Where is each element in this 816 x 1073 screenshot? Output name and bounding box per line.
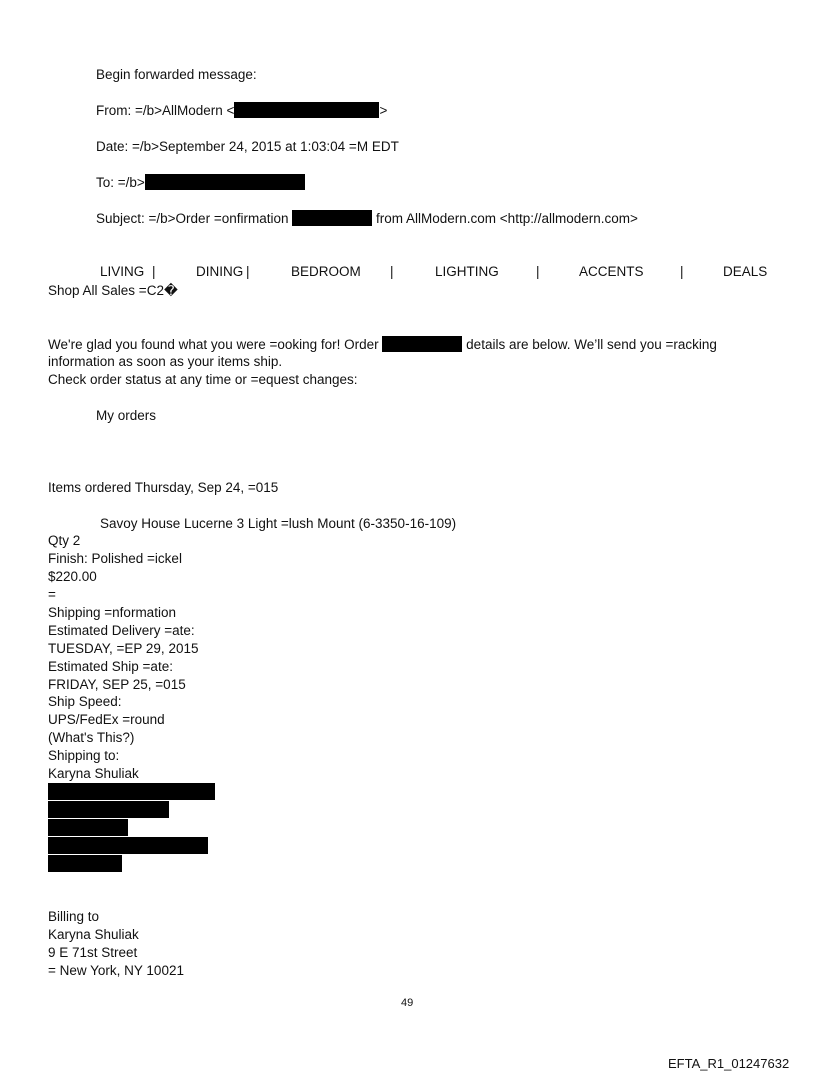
nav-bedroom[interactable]: BEDROOM bbox=[291, 264, 361, 279]
shop-all-sales-link[interactable]: Shop All Sales =C2� bbox=[48, 283, 178, 298]
shipping-to-name: Karyna Shuliak bbox=[48, 766, 139, 781]
delivery-value: TUESDAY, =EP 29, 2015 bbox=[48, 641, 199, 656]
product-qty: Qty 2 bbox=[48, 533, 81, 548]
shipping-heading: Shipping =nformation bbox=[48, 605, 176, 620]
nav-accents[interactable]: ACCENTS bbox=[579, 264, 644, 279]
billing-heading: Billing to bbox=[48, 909, 100, 924]
whats-this-link[interactable]: (What's This?) bbox=[48, 730, 135, 745]
billing-name: Karyna Shuliak bbox=[48, 927, 139, 942]
nav-separator: | bbox=[390, 264, 394, 279]
product-finish: Finish: Polished =ickel bbox=[48, 551, 182, 566]
document-id: EFTA_R1_01247632 bbox=[668, 1056, 790, 1071]
intro-line-2: information as soon as your items ship. bbox=[48, 354, 283, 369]
subject-suffix: from AllModern.com <http://allmodern.com> bbox=[376, 211, 638, 226]
page-number: 49 bbox=[401, 997, 414, 1009]
items-ordered-date: Items ordered Thursday, Sep 24, =015 bbox=[48, 480, 279, 495]
nav-separator: | bbox=[536, 264, 540, 279]
subject-prefix: Subject: =/b>Order =onfirmation bbox=[96, 211, 289, 226]
billing-street: 9 E 71st Street bbox=[48, 945, 138, 960]
nav-living[interactable]: LIVING bbox=[100, 264, 145, 279]
product-name[interactable]: Savoy House Lucerne 3 Light =lush Mount (6-3350-16-109) bbox=[100, 516, 457, 531]
nav-deals[interactable]: DEALS bbox=[723, 264, 768, 279]
redaction-bar bbox=[48, 783, 215, 800]
delivery-label: Estimated Delivery =ate: bbox=[48, 623, 195, 638]
redaction-bar bbox=[48, 801, 169, 818]
ship-speed-value: UPS/FedEx =round bbox=[48, 712, 165, 727]
to-prefix: To: =/b> bbox=[96, 175, 145, 190]
from-prefix: From: =/b>AllModern < bbox=[96, 103, 235, 118]
shipping-to-label: Shipping to: bbox=[48, 748, 120, 763]
ship-date-value: FRIDAY, SEP 25, =015 bbox=[48, 677, 186, 692]
nav-separator: | bbox=[246, 264, 250, 279]
intro-suffix: details are below. We’ll send you =racking bbox=[466, 337, 717, 352]
nav-separator: | bbox=[680, 264, 684, 279]
from-line bbox=[96, 102, 387, 120]
nav-dining[interactable]: DINING bbox=[196, 264, 244, 279]
intro-line-1 bbox=[48, 336, 717, 354]
nav-separator: | bbox=[152, 264, 156, 279]
redaction-bar bbox=[48, 855, 122, 872]
redaction-bar bbox=[234, 102, 379, 118]
redaction-bar bbox=[145, 174, 305, 190]
product-price: $220.00 bbox=[48, 569, 97, 584]
date-line: Date: =/b>September 24, 2015 at 1:03:04 =M EDT bbox=[96, 139, 399, 154]
intro-prefix: We're glad you found what you were =ooking for! Order bbox=[48, 337, 379, 352]
from-suffix: > bbox=[379, 103, 388, 118]
forwarded-heading: Begin forwarded message: bbox=[96, 67, 257, 82]
redaction-bar bbox=[48, 837, 208, 854]
redaction-bar bbox=[292, 210, 372, 226]
to-line bbox=[96, 174, 305, 192]
intro-line-3: Check order status at any time or =equest changes: bbox=[48, 372, 358, 387]
billing-city: = New York, NY 10021 bbox=[48, 963, 184, 978]
nav-lighting[interactable]: LIGHTING bbox=[435, 264, 499, 279]
redaction-bar bbox=[48, 819, 128, 836]
stray-equals: = bbox=[48, 587, 56, 602]
redaction-bar bbox=[382, 336, 462, 352]
ship-speed-label: Ship Speed: bbox=[48, 694, 122, 709]
ship-date-label: Estimated Ship =ate: bbox=[48, 659, 173, 674]
subject-line bbox=[96, 210, 638, 228]
my-orders-link[interactable]: My orders bbox=[96, 408, 157, 423]
